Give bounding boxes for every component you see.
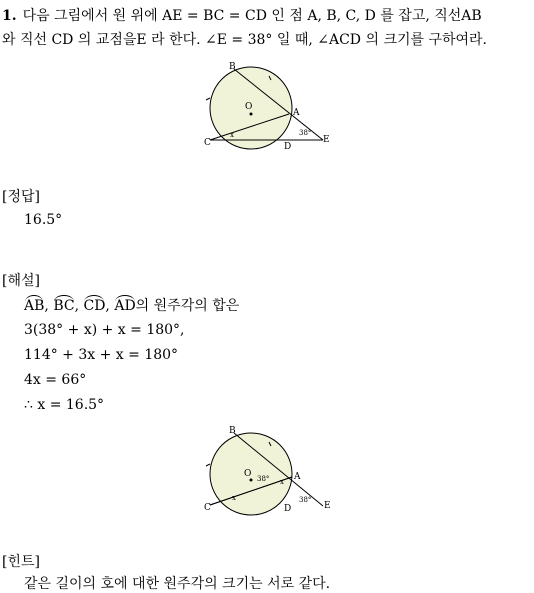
solution-line-1-suffix: 의 원주각의 합은	[135, 298, 240, 314]
label-o: O	[244, 469, 252, 479]
label-b: B	[229, 426, 236, 436]
label-c: C	[204, 138, 211, 148]
tick-mark-1	[206, 464, 210, 466]
hint-label: [힌트]	[2, 554, 40, 570]
angle-x-label: x	[230, 131, 234, 139]
label-a: A	[293, 108, 300, 118]
solution-line-5: ∴ x = 16.5°	[24, 397, 105, 413]
answer-value: 16.5°	[24, 212, 63, 228]
label-e: E	[324, 501, 331, 511]
arc-cd: CD	[83, 298, 106, 314]
problem-line-1	[2, 4, 532, 28]
label-a: A	[294, 472, 301, 482]
problem-figure	[196, 60, 336, 160]
label-e: E	[323, 135, 330, 145]
label-d: D	[284, 142, 292, 152]
arc-ad: AD	[114, 298, 136, 314]
problem-number: 1.	[2, 8, 17, 24]
answer-label: [정답]	[2, 189, 40, 205]
problem-line-2: 와 직선 CD 의 교점을E 라 한다. ∠E = 38° 일 때, ∠ACD 의 크기를 구하여라.	[2, 32, 488, 48]
label-b: B	[229, 62, 236, 72]
angle-e-label: 38°	[299, 496, 312, 504]
arc-bc: BC	[53, 298, 75, 314]
arc-ab: AB	[24, 298, 45, 314]
label-c: C	[204, 503, 211, 513]
label-o: O	[245, 102, 253, 112]
solution-figure	[196, 424, 336, 524]
solution-line-1: AB, BC, CD, AD의 원주각의 합은	[24, 298, 240, 314]
center-point	[250, 113, 253, 116]
solution-line-3: 114° + 3x + x = 180°	[24, 347, 179, 363]
angle-38-inner-label: 38°	[257, 475, 270, 483]
solution-line-4: 4x = 66°	[24, 372, 87, 388]
solution-label: [해설]	[2, 273, 40, 289]
solution-line-2: 3(38° + x) + x = 180°,	[24, 322, 185, 338]
label-d: D	[284, 504, 292, 514]
problem-statement	[2, 4, 532, 52]
angle-e-label: 38°	[299, 129, 312, 137]
angle-x-label: x	[232, 494, 236, 502]
hint-text: 같은 길이의 호에 대한 원주각의 크기는 서로 같다.	[24, 576, 331, 592]
angle-x-at-a-label: x	[280, 478, 284, 486]
tick-mark-1	[206, 98, 210, 100]
problem-text-1: 다음 그림에서 원 위에 AE = BC = CD 인 점 A, B, C, D 를 잡고, 직선AB	[22, 8, 482, 24]
